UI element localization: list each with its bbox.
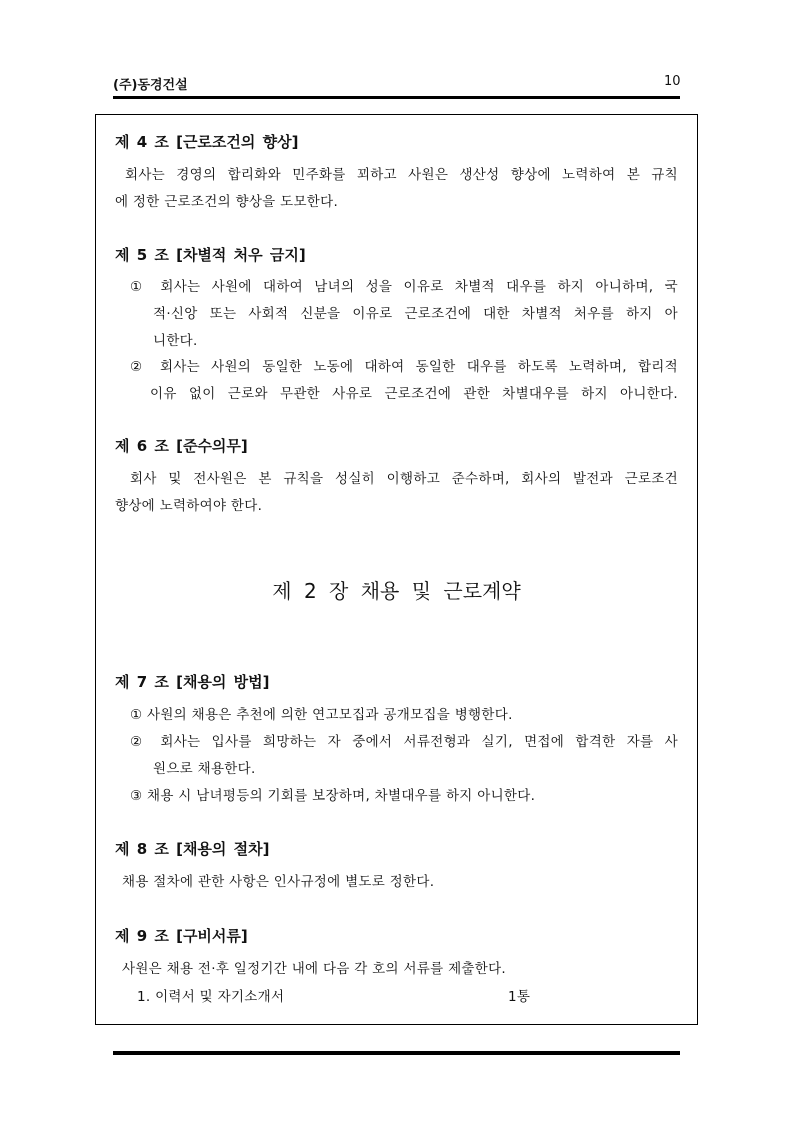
header-rule (113, 96, 680, 99)
article-5-line-2: 적·신앙 또는 사회적 신분을 이유로 근로조건에 대한 차별적 처우를 하지 아 (153, 306, 678, 322)
page-number: 10 (664, 74, 681, 89)
article-8-line-1: 채용 절차에 관한 사항은 인사규정에 별도로 정한다. (122, 874, 435, 890)
article-7-line-4: ③ 채용 시 남녀평등의 기회를 보장하며, 차별대우를 하지 아니한다. (130, 788, 536, 804)
article-4-line-1: 회사는 경영의 합리화와 민주화를 꾀하고 사원은 생산성 향상에 노력하여 본 규칙 (125, 167, 678, 183)
article-6-line-1: 회사 및 전사원은 본 규칙을 성실히 이행하고 준수하며, 회사의 발전과 근로조건 (130, 471, 678, 487)
article-7-line-2: ② 회사는 입사를 희망하는 자 중에서 서류전형과 실기, 면접에 합격한 자를 사 (130, 734, 678, 750)
chapter-2-title: 제 2 장 채용 및 근로계약 (272, 579, 521, 603)
footer-rule (113, 1051, 680, 1055)
header-company-name: (주)동경건설 (113, 78, 188, 93)
article-7-line-1: ① 사원의 채용은 추천에 의한 연고모집과 공개모집을 병행한다. (130, 707, 513, 723)
article-9-item-1-label: 1. 이력서 및 자기소개서 (137, 989, 285, 1005)
article-9-heading: 제 9 조 [구비서류] (115, 927, 248, 945)
article-7-heading: 제 7 조 [채용의 방법] (115, 673, 270, 691)
article-6-heading: 제 6 조 [준수의무] (115, 437, 248, 455)
article-6-line-2: 향상에 노력하여야 한다. (115, 498, 263, 514)
article-5-line-1: ① 회사는 사원에 대하여 남녀의 성을 이유로 차별적 대우를 하지 아니하며, 국 (130, 279, 678, 295)
article-5-heading: 제 5 조 [차별적 처우 금지] (115, 246, 306, 264)
article-4-heading: 제 4 조 [근로조건의 향상] (115, 133, 299, 151)
article-5-line-3: 니한다. (153, 333, 198, 349)
article-5-line-4: ② 회사는 사원의 동일한 노동에 대하여 동일한 대우를 하도록 노력하며, 합리적 (130, 359, 678, 375)
article-4-line-2: 에 정한 근로조건의 향상을 도모한다. (115, 194, 339, 210)
article-9-item-1-count: 1통 (508, 989, 531, 1005)
article-5-line-5: 이유 없이 근로와 무관한 사유로 근로조건에 관한 차별대우를 하지 아니한다. (150, 386, 678, 402)
article-8-heading: 제 8 조 [채용의 절차] (115, 840, 270, 858)
article-9-line-1: 사원은 채용 전·후 일정기간 내에 다음 각 호의 서류를 제출한다. (122, 961, 507, 977)
article-7-line-3: 원으로 채용한다. (153, 761, 256, 777)
